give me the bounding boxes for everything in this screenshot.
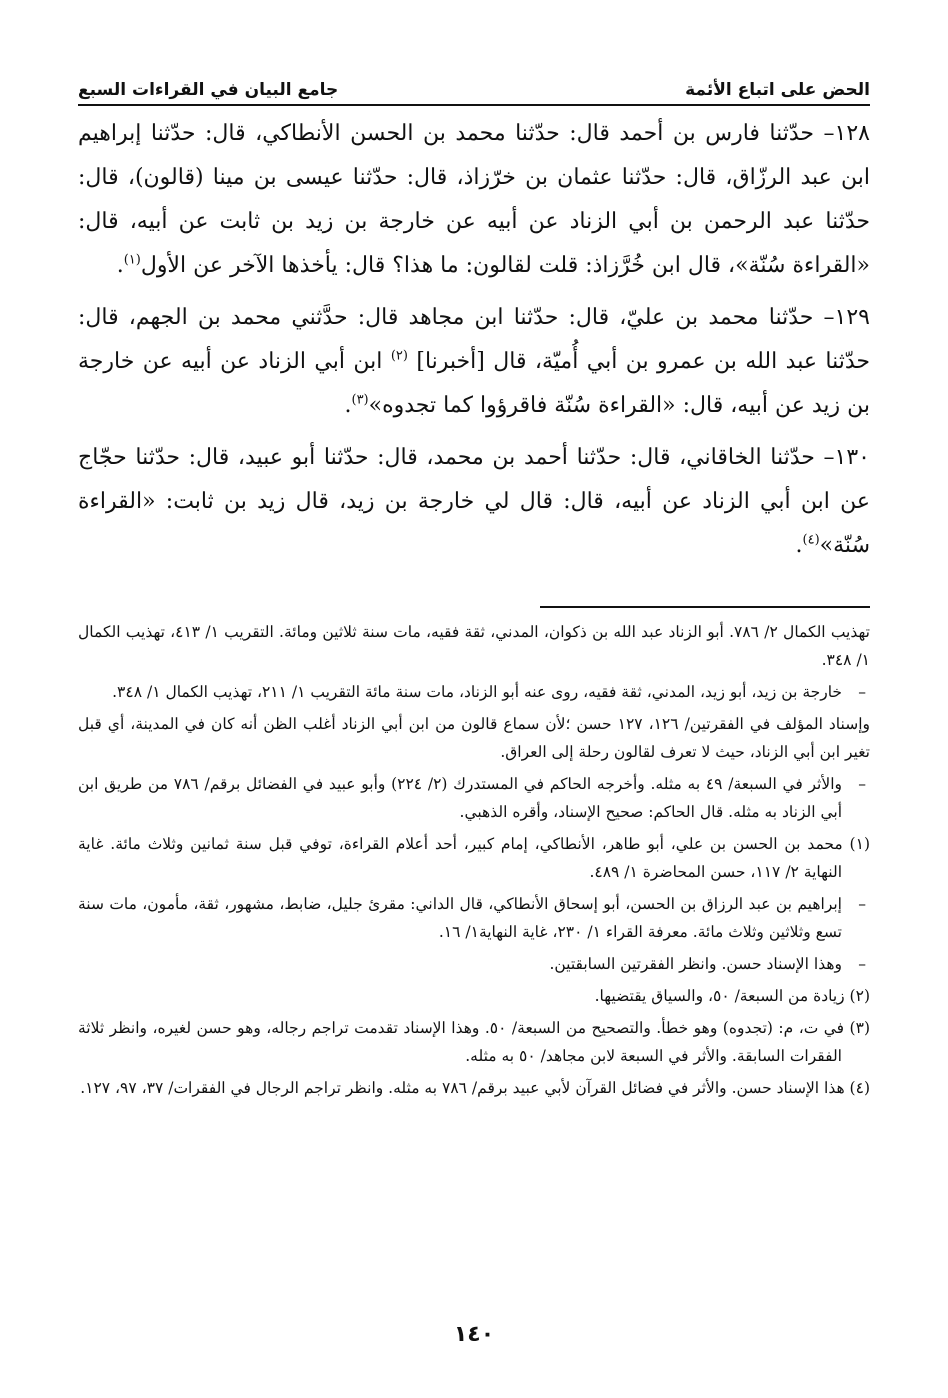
footnote-ref[interactable]: (٢) <box>390 348 408 364</box>
paragraph-text: ١٢٩– حدّثنا محمد بن عليّ، قال: حدّثنا ابن مجاهد قال: حدَّثني محمد بن الجهم، قال: حدّثنا عبد الله بن عمرو بن أبي أُميّة، قال [أخبرنا] <box>78 305 870 374</box>
footnote-subitem: – خارجة بن زيد، أبو زيد، المدني، ثقة فقيه، روى عنه أبو الزناد، مات سنة مائة التقريب ١/ ٢١١، تهذيب الكمال ١/ ٣٤٨. <box>78 678 870 706</box>
paragraph-129: ١٢٩– حدّثنا محمد بن عليّ، قال: حدّثنا ابن مجاهد قال: حدَّثني محمد بن الجهم، قال: حدّثنا عبد الله بن عمرو بن أبي أُميّة، قال [أخبرنا] $^{(٢)}$ ابن أبي الزناد عن أبيه عن خارجة بن زيد عن أبيه، قال: «القراءة سُنّة فاقرؤوا كما تجدوه»$^{(٣)}$. <box>78 305 870 418</box>
footnote-subitem: – وهذا الإسناد حسن. وانظر الفقرتين السابقتين. <box>78 950 870 978</box>
page-number: ١٤٠ <box>453 1322 495 1347</box>
paragraph-text: ١٣٠– حدّثنا الخاقاني، قال: حدّثنا أحمد بن محمد، قال: حدّثنا أبو عبيد، قال: حدّثنا حجّاج عن ابن أبي الزناد عن أبيه، قال: قال لي خارجة بن زيد، قال زيد بن ثابت: «القراءة سُنّة» <box>78 445 870 558</box>
footnote-continuation: وإسناد المؤلف في الفقرتين/ ١٢٦، ١٢٧ حسن ؛لأن سماع قالون من ابن أبي الزناد أغلب الظن أنه كان في المدينة، أي قبل تغير ابن أبي الزناد، حيث لا تعرف لقالون رحلة إلى العراق. <box>78 715 870 761</box>
footnote-4: (٤) هذا الإسناد حسن. والأثر في فضائل القرآن لأبي عبيد برقم/ ٧٨٦ به مثله. وانظر تراجم الرجال في الفقرات/ ٣٧، ٩٧، ١٢٧. <box>80 1079 870 1097</box>
book-page <box>78 0 870 1398</box>
running-header <box>78 62 870 106</box>
paragraph-128: ١٢٨– حدّثنا فارس بن أحمد قال: حدّثنا محمد بن الحسن الأنطاكي، قال: حدّثنا إبراهيم ابن عبد الرزّاق، قال: حدّثنا عثمان بن خرّزاذ، قال: حدّثنا عيسى بن مينا (قالون)، قال: حدّثنا عبد الرحمن بن أبي الزناد عن أبيه عن خارجة بن زيد بن ثابت عن أبيه، قال: «القراءة سُنّة»، قال ابن خُرَّزاذ: قلت لقالون: ما هذا؟ قال: يأخذها الآخر عن الأول$^{(١)}$. <box>78 121 870 278</box>
footnote-ref[interactable]: (٣) <box>351 392 369 408</box>
footnote-2: (٢) زيادة من السبعة/ ٥٠، والسياق يقتضيها. <box>594 987 870 1005</box>
header-chapter-title: الحض على اتباع الأئمة <box>685 80 870 100</box>
paragraph-130: ١٣٠– حدّثنا الخاقاني، قال: حدّثنا أحمد بن محمد، قال: حدّثنا أبو عبيد، قال: حدّثنا حجّاج عن ابن أبي الزناد عن أبيه، قال: قال لي خارجة بن زيد، قال زيد بن ثابت: «القراءة سُنّة»$^{(٤)}$. <box>78 445 870 558</box>
footnote-subitem: – إبراهيم بن عبد الرزاق بن الحسن، أبو إسحاق الأنطاكي، قال الداني: مقرئ جليل، ضابط، مشهور، ثقة، مأمون، مات سنة تسع وثلاثين وثلاث مائة. معرفة القراء ١/ ٢٣٠، غاية النهاية١/ ١٦. <box>78 890 870 946</box>
footnote-continuation: تهذيب الكمال ٢/ ٧٨٦. أبو الزناد عبد الله بن ذكوان، المدني، ثقة فقيه، مات سنة ثلاثين ومائة. التقريب ١/ ٤١٣، تهذيب الكمال ١/ ٣٤٨. <box>78 623 870 669</box>
footnote-ref[interactable]: (١) <box>123 252 141 268</box>
footnote-subitem: – والأثر في السبعة/ ٤٩ به مثله. وأخرجه الحاكم في المستدرك (٢/ ٢٢٤) وأبو عبيد في الفضائل برقم/ ٧٨٦ من طريق ابن أبي الزناد به مثله. قال الحاكم: صحيح الإسناد، وأقره الذهبي. <box>78 770 870 826</box>
footnote-ref[interactable]: (٤) <box>802 532 820 548</box>
paragraph-text: ١٢٨– حدّثنا فارس بن أحمد قال: حدّثنا محمد بن الحسن الأنطاكي، قال: حدّثنا إبراهيم ابن عبد الرزّاق، قال: حدّثنا عثمان بن خرّزاذ، قال: حدّثنا عيسى بن مينا (قالون)، قال: حدّثنا عبد الرحمن بن أبي الزناد عن أبيه عن خارجة بن زيد بن ثابت عن أبيه، قال: «القراءة سُنّة»، قال ابن خُرَّزاذ: قلت لقالون: ما هذا؟ قال: يأخذها الآخر عن الأول <box>78 121 870 278</box>
footnote-3: (٣) في ت، م: (تجدوه) وهو خطأ. والتصحيح من السبعة/ ٥٠. وهذا الإسناد تقدمت تراجم رجاله، وهو حسن لغيره، وانظر ثلاثة الفقرات السابقة. والأثر في السبعة لابن مجاهد/ ٥٠ به مثله. <box>78 1019 870 1065</box>
footnotes <box>78 618 870 1106</box>
paragraph-text-continued: ابن أبي الزناد عن أبيه عن خارجة بن زيد عن أبيه، قال: «القراءة سُنّة فاقرؤوا كما تجدوه» <box>78 349 870 418</box>
footnote-divider <box>540 606 870 608</box>
header-book-title: جامع البيان في القراءات السبع <box>78 80 339 100</box>
footnote-1: (١) محمد بن الحسن بن علي، أبو طاهر، الأنطاكي، إمام كبير، أحد أعلام القراءة، توفي قبل سنة ثمانين وثلاث مائة. غاية النهاية ٢/ ١١٧، حسن المحاضرة ١/ ٤٨٩. <box>78 835 870 881</box>
main-text <box>78 112 870 576</box>
